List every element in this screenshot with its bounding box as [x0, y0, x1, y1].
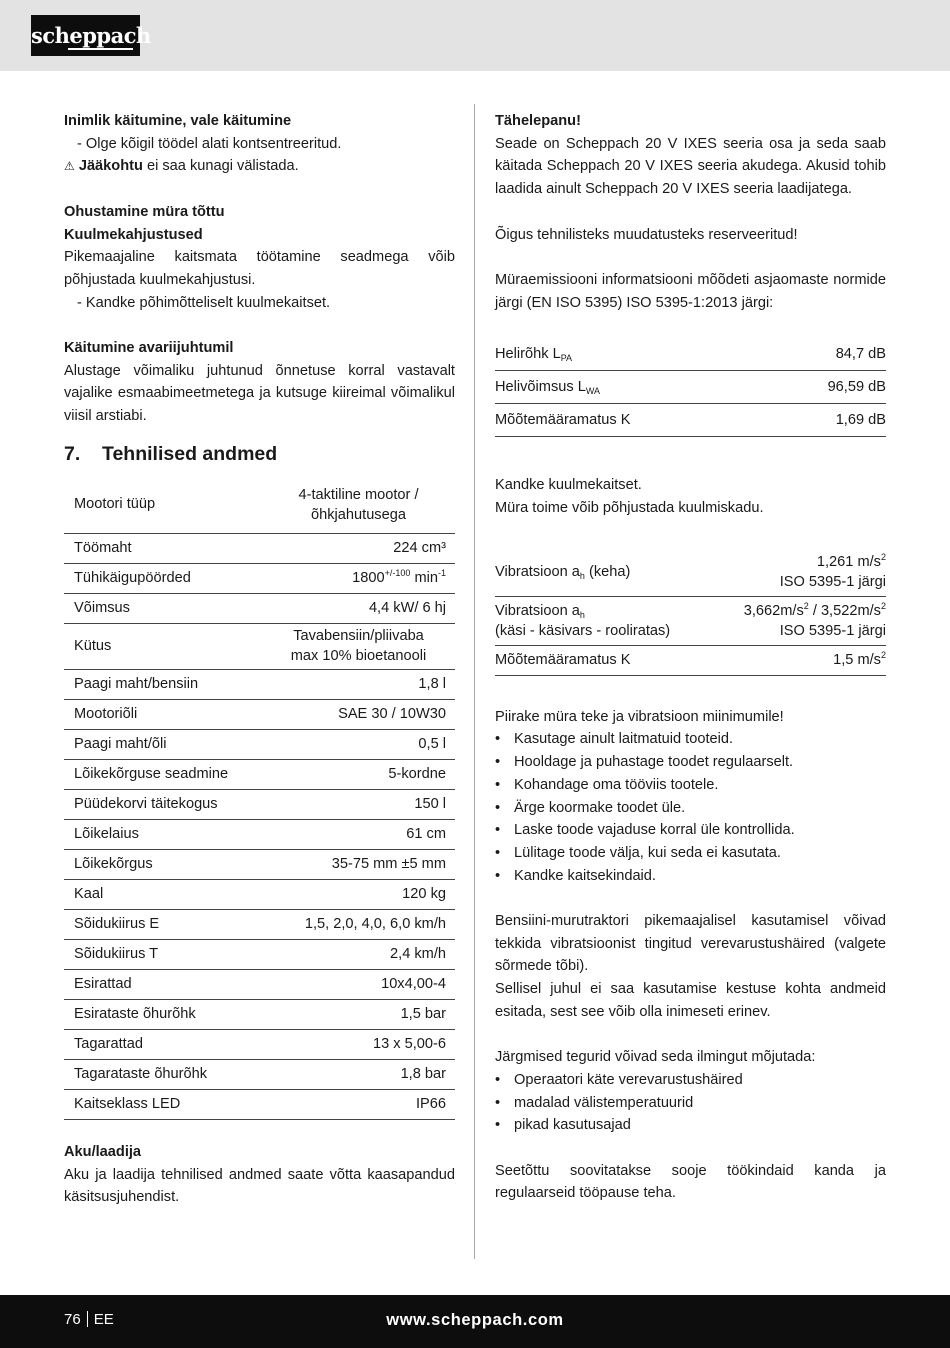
spec-row: [64, 939, 455, 969]
spec-value: 2,4 km/h: [390, 945, 446, 962]
vibration-sub: h: [579, 570, 585, 581]
spec-value: 1,5, 2,0, 4,0, 6,0 km/h: [304, 915, 446, 932]
spec-row: [64, 623, 455, 669]
noise-heading: Ohustamine müra tõttu: [64, 203, 225, 220]
spec-row: [64, 699, 455, 729]
attention-heading: Tähelepanu!: [495, 113, 581, 129]
page-footer: [0, 1295, 950, 1348]
spec-value-line1: 4-taktiline mootor /: [298, 486, 419, 503]
noise-label: [495, 371, 768, 404]
spec-label: Paagi maht/õli: [74, 735, 167, 752]
noise-row: [495, 338, 886, 371]
spec-label: Lõikekõrguse seadmine: [74, 765, 229, 782]
spec-label: Esirataste õhurõhk: [74, 1005, 196, 1022]
scheppach-logo: [31, 15, 151, 56]
limit-intro: Piirake müra teke ja vibratsioon miinimumile!: [495, 708, 784, 725]
vibration-value: [711, 596, 886, 645]
column-divider: [474, 104, 475, 1259]
vibration-value-text: 1,5 m/s: [833, 652, 881, 669]
accident-text: Alustage võimaliku juhtunud õnnetuse korral vastavalt vajalike esmaabimeetmetega ja kutsuge kiireimal võimalikul viisil arstiabi.: [64, 362, 455, 425]
spec-label: Kaitseklass LED: [74, 1095, 181, 1112]
limit-list: [495, 728, 886, 887]
language-code: EE: [93, 1311, 114, 1328]
spec-label: Tagarataste õhurõhk: [74, 1065, 208, 1082]
spec-row: [64, 849, 455, 879]
residual-risk-text: ei saa kunagi välistada.: [142, 158, 299, 175]
page-number: 76: [64, 1311, 81, 1328]
recommendation-text: Seetõttu soovitatakse sooje töökindaid kanda ja regulaarseid tööpause teha.: [495, 1162, 886, 1202]
spec-row: [64, 1059, 455, 1089]
page-header: [0, 0, 950, 71]
vibration-label-text: Vibratsioon a: [495, 563, 580, 580]
spec-row: [64, 593, 455, 623]
list-item: • Laske toode vajaduse korral üle kontrollida.: [495, 819, 886, 842]
spec-label: Lõikelaius: [74, 825, 139, 842]
battery-text: Aku ja laadija tehnilised andmed saate võtta kaasapandud käsitsusjuhendist.: [64, 1166, 455, 1206]
noise-value: 1,69 dB: [835, 411, 886, 428]
spec-value: 5-kordne: [388, 765, 446, 782]
spec-row: [64, 999, 455, 1029]
spec-label: Püüdekorvi täitekogus: [74, 795, 218, 812]
vibration-label: Mõõtemääramatus K: [495, 652, 631, 669]
list-item: • Kohandage oma tööviis tootele.: [495, 774, 886, 797]
spec-row: [64, 909, 455, 939]
attention-text: Seade on Scheppach 20 V IXES seeria osa ja seda saab käitada Scheppach 20 V IXES seeria akudega. Akusid tohib laadida ainult Scheppach 20 V IXES seeria laadijatega.: [495, 135, 886, 198]
list-item: • Kandke kaitsekindaid.: [495, 865, 886, 888]
spec-row: [64, 533, 455, 563]
hearing-item-text: Kandke põhimõtteliselt kuulmekaitset.: [85, 294, 331, 311]
hearing-item: - Kandke põhimõtteliselt kuulmekaitset.: [77, 294, 331, 311]
spec-row: [64, 789, 455, 819]
idle-unit: min: [410, 569, 438, 586]
spec-value: 150 l: [414, 795, 446, 812]
spec-value: 224 cm³: [393, 539, 446, 556]
residual-risk-bold: Jääkohtu: [78, 158, 143, 175]
vibration-label: [495, 548, 711, 597]
right-column: [495, 110, 886, 1205]
battery-heading: Aku/laadija: [64, 1143, 142, 1160]
spec-label: Mootoriõli: [74, 705, 138, 722]
spec-row: [64, 819, 455, 849]
vibration-value-b: / 3,522m/s: [808, 602, 881, 619]
vibration-label-suffix: (keha): [584, 563, 631, 580]
noise-label: [495, 338, 768, 371]
vibration-sub: h: [579, 609, 585, 620]
idle-unit-exponent: -1: [437, 567, 446, 578]
spec-label: Paagi maht/bensiin: [74, 675, 199, 692]
squared-exponent: 2: [880, 650, 886, 661]
vibration-row: [495, 596, 886, 645]
squared-exponent: 2: [880, 551, 886, 562]
rights-reserved-text: Õigus tehnilisteks muudatusteks reserveeritud!: [495, 226, 798, 243]
noise-table: [495, 338, 886, 437]
spec-label: Kaal: [74, 885, 104, 902]
factors-list: [495, 1069, 886, 1137]
list-item: • Hooldage ja puhastage toodet regulaarselt.: [495, 751, 886, 774]
vibration-value: [711, 645, 886, 675]
vibration-table: [495, 548, 886, 676]
spec-label: Lõikekõrgus: [74, 855, 153, 872]
misuse-item: - Olge kõigil töödel alati kontsentreeritud.: [77, 135, 342, 152]
section-title: [64, 441, 455, 467]
misuse-heading: Inimlik käitumine, vale käitumine: [64, 113, 292, 129]
spec-value: 120 kg: [402, 885, 446, 902]
factors-intro: Järgmised tegurid võivad seda ilmingut mõjutada:: [495, 1049, 816, 1066]
noise-row: [495, 404, 886, 437]
noise-label-text: Helirõhk L: [495, 345, 561, 362]
spec-row: [64, 729, 455, 759]
misuse-item-text: Olge kõigil töödel alati kontsentreeritud.: [85, 135, 342, 152]
spec-row: [64, 1029, 455, 1059]
noise-damage-text: Müra toime võib põhjustada kuulmiskadu.: [495, 500, 764, 516]
hearing-heading: Kuulmekahjustused: [64, 226, 203, 243]
vibration-label-line2: (käsi - käsivars - rooliratas): [495, 622, 671, 639]
noise-value: 84,7 dB: [835, 345, 886, 362]
spec-value: 10x4,00-4: [381, 975, 446, 992]
spec-label: Töömaht: [74, 539, 132, 556]
spec-label: Mootori tüüp: [74, 496, 156, 513]
warning-triangle-icon: ⚠: [64, 159, 75, 174]
spec-label: Tagarattad: [74, 1035, 143, 1052]
website-link[interactable]: www.scheppach.com: [386, 1311, 564, 1329]
section-title-text: Tehnilised andmed: [102, 442, 278, 465]
spec-value: [271, 623, 455, 669]
list-item: • Operaatori käte verevarustushäired: [495, 1069, 886, 1092]
spec-row: [64, 669, 455, 699]
spec-row: [64, 1089, 455, 1119]
spec-value: SAE 30 / 10W30: [338, 705, 446, 722]
spec-label: Sõidukiirus T: [74, 945, 159, 962]
no-data-text: Sellisel juhul ei saa kasutamise kestuse kohta andmeid esitada, sest see võib olla inimeseti erinev.: [495, 981, 886, 1020]
spec-value: 1,8 l: [418, 675, 446, 692]
vibration-warning-text: Bensiini-murutraktori pikemaajalisel kasutamisel võivad tekkida vibratsioonist tingitud verevarustushäired (valgete sõrmede tõbi).: [495, 913, 886, 975]
spec-row: [64, 563, 455, 593]
spec-value: 13 x 5,00-6: [372, 1035, 446, 1052]
list-item: • Ärge koormake toodet üle.: [495, 797, 886, 820]
spec-label: Tühikäigupöörded: [74, 569, 191, 586]
vibration-row: [495, 548, 886, 597]
spec-value-line2: max 10% bioetanooli: [290, 648, 427, 665]
logo-text: scheppach: [31, 23, 151, 48]
logo-underline: [68, 48, 133, 50]
spec-label: Sõidukiirus E: [74, 915, 160, 932]
vibration-value-text: 1,261 m/s: [816, 553, 881, 570]
list-item: • pikad kasutusajad: [495, 1114, 886, 1137]
noise-label: Mõõtemääramatus K: [495, 411, 631, 428]
spec-row: [64, 759, 455, 789]
list-item: • Lülitage toode välja, kui seda ei kasutata.: [495, 842, 886, 865]
spec-value: IP66: [415, 1095, 446, 1112]
spec-label: Esirattad: [74, 975, 132, 992]
spec-value-line2: õhkjahutusega: [311, 506, 406, 523]
vibration-label: [495, 596, 711, 645]
spec-label: Võimsus: [74, 599, 130, 616]
noise-label-text: Helivõimsus L: [495, 378, 586, 395]
spec-value-line1: Tavabensiin/pliivaba: [293, 628, 424, 645]
spec-row: [64, 477, 455, 534]
vibration-value-a: 3,662m/s: [743, 602, 804, 619]
spec-value: 1,5 bar: [400, 1005, 446, 1022]
vibration-label-text: Vibratsioon a: [495, 602, 580, 619]
spec-value: 0,5 l: [418, 735, 446, 752]
spec-row: [64, 879, 455, 909]
idle-tolerance: +/-100: [384, 567, 411, 578]
squared-exponent: 2: [880, 600, 886, 611]
spec-label: Kütus: [74, 637, 112, 654]
spec-value: 35-75 mm ±5 mm: [331, 855, 446, 872]
list-item: • madalad välistemperatuurid: [495, 1092, 886, 1115]
vibration-row: [495, 645, 886, 675]
hearing-text: Pikemaajaline kaitsmata töötamine seadmega võib põhjustada kuulmekahjustusi.: [64, 249, 455, 288]
left-column: [64, 110, 455, 1209]
squared-exponent: 2: [803, 600, 809, 611]
list-item: • Kasutage ainult laitmatuid tooteid.: [495, 728, 886, 751]
spec-value: [271, 477, 455, 534]
wear-protection-text: Kandke kuulmekaitset.: [495, 477, 642, 494]
spec-value: [271, 563, 455, 593]
idle-value: 1800: [352, 569, 385, 586]
noise-label-sub: PA: [560, 352, 573, 363]
spec-value: 61 cm: [406, 825, 446, 842]
noise-value: 96,59 dB: [827, 378, 886, 395]
spec-table: [64, 477, 455, 1120]
spec-row: [64, 969, 455, 999]
section-number: 7.: [64, 442, 81, 465]
vibration-value: [711, 548, 886, 597]
spec-value: 1,8 bar: [400, 1065, 446, 1082]
vibration-norm: ISO 5395-1 järgi: [779, 573, 886, 590]
noise-label-sub: WA: [585, 385, 601, 396]
vibration-norm: ISO 5395-1 järgi: [779, 622, 886, 639]
residual-risk-line: [64, 155, 455, 178]
spec-value: 4,4 kW/ 6 hj: [368, 599, 446, 616]
noise-info-text: Müraemissiooni informatsiooni mõõdeti asjaomaste normide järgi (EN ISO 5395) ISO 5395-1:2013 järgi:: [495, 271, 886, 311]
noise-row: [495, 371, 886, 404]
accident-heading: Käitumine avariijuhtumil: [64, 340, 234, 356]
